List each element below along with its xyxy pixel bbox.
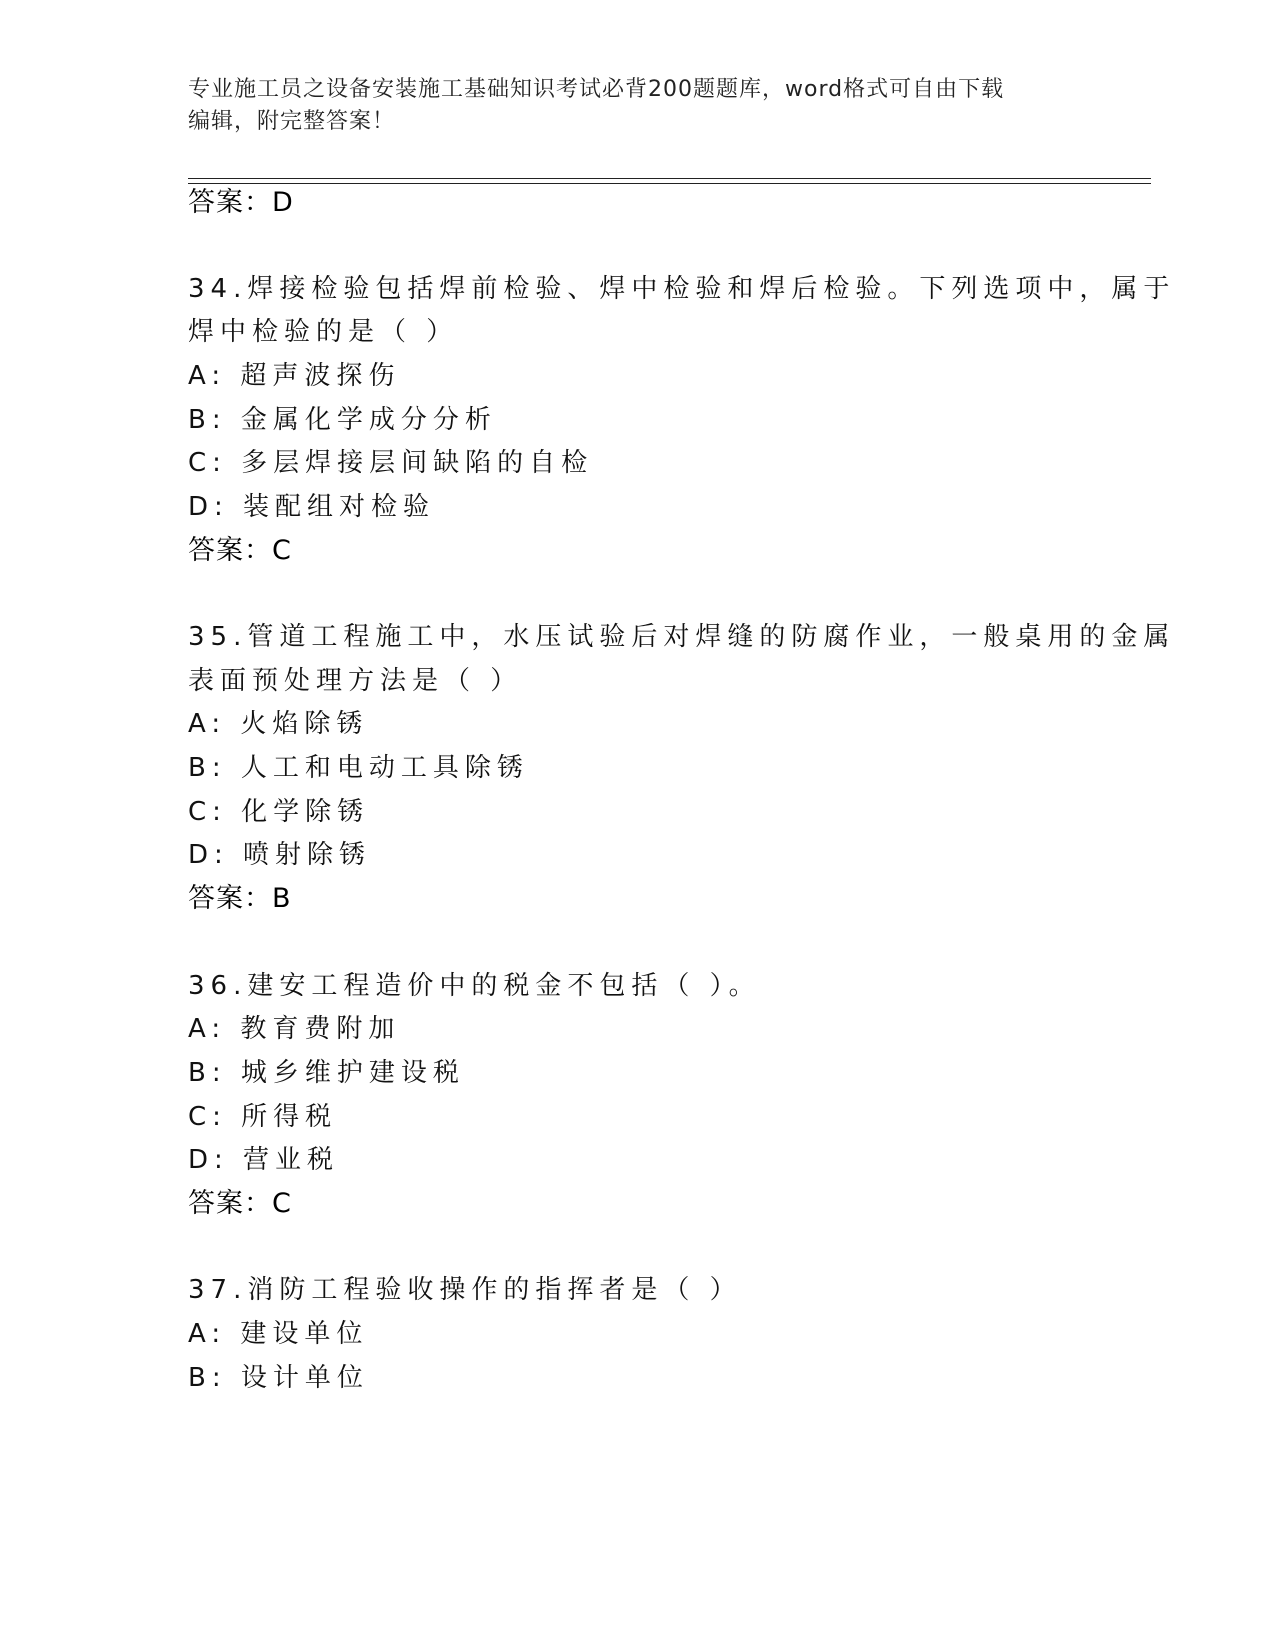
question-36-option-b: B: 城乡维护建设税: [188, 1058, 465, 1088]
question-34-answer: 答案：C: [188, 535, 292, 566]
question-35-option-b: B: 人工和电动工具除锈: [188, 753, 529, 783]
question-34-stem-line-2: 焊中检验的是（ ）: [188, 317, 459, 347]
question-37-stem-line-1: 37.消防工程验收操作的指挥者是（ ）: [188, 1275, 742, 1305]
header-line-2: 编辑，附完整答案！: [188, 109, 396, 134]
question-37-option-a: A: 建设单位: [188, 1319, 369, 1349]
question-34-option-c: C: 多层焊接层间缺陷的自检: [188, 448, 594, 478]
page-header: [188, 74, 1088, 138]
question-35-option-c: C: 化学除锈: [188, 797, 370, 827]
question-36-option-d: D: 营业税: [188, 1145, 340, 1175]
header-divider-top: [188, 178, 1151, 179]
question-34-option-a: A: 超声波探伤: [188, 361, 401, 391]
header-line-1: 专业施工员之设备安装施工基础知识考试必背200题题库，word格式可自由下载: [188, 77, 1005, 102]
question-37-option-b: B: 设计单位: [188, 1363, 369, 1393]
question-35-stem-line-2: 表面预处理方法是（ ）: [188, 666, 523, 696]
question-36-option-a: A: 教育费附加: [188, 1014, 401, 1044]
question-35-answer: 答案：B: [188, 883, 292, 914]
question-36-stem-line-1: 36.建安工程造价中的税金不包括（ ）。: [188, 971, 761, 1001]
question-34-stem-line-1: 34.焊接检验包括焊前检验、焊中检验和焊后检验。下列选项中，属于: [188, 274, 1176, 304]
question-35-option-a: A: 火焰除锈: [188, 709, 369, 739]
question-35-option-d: D: 喷射除锈: [188, 840, 372, 870]
question-34-option-d: D: 装配组对检验: [188, 492, 436, 522]
question-36-answer: 答案：C: [188, 1188, 292, 1219]
header-divider-bottom: [188, 183, 1151, 184]
question-34-option-b: B: 金属化学成分分析: [188, 405, 497, 435]
question-35-stem-line-1: 35.管道工程施工中，水压试验后对焊缝的防腐作业，一般桌用的金属: [188, 622, 1176, 652]
question-36-option-c: C: 所得税: [188, 1102, 338, 1132]
answer-previous: 答案：D: [188, 187, 294, 218]
